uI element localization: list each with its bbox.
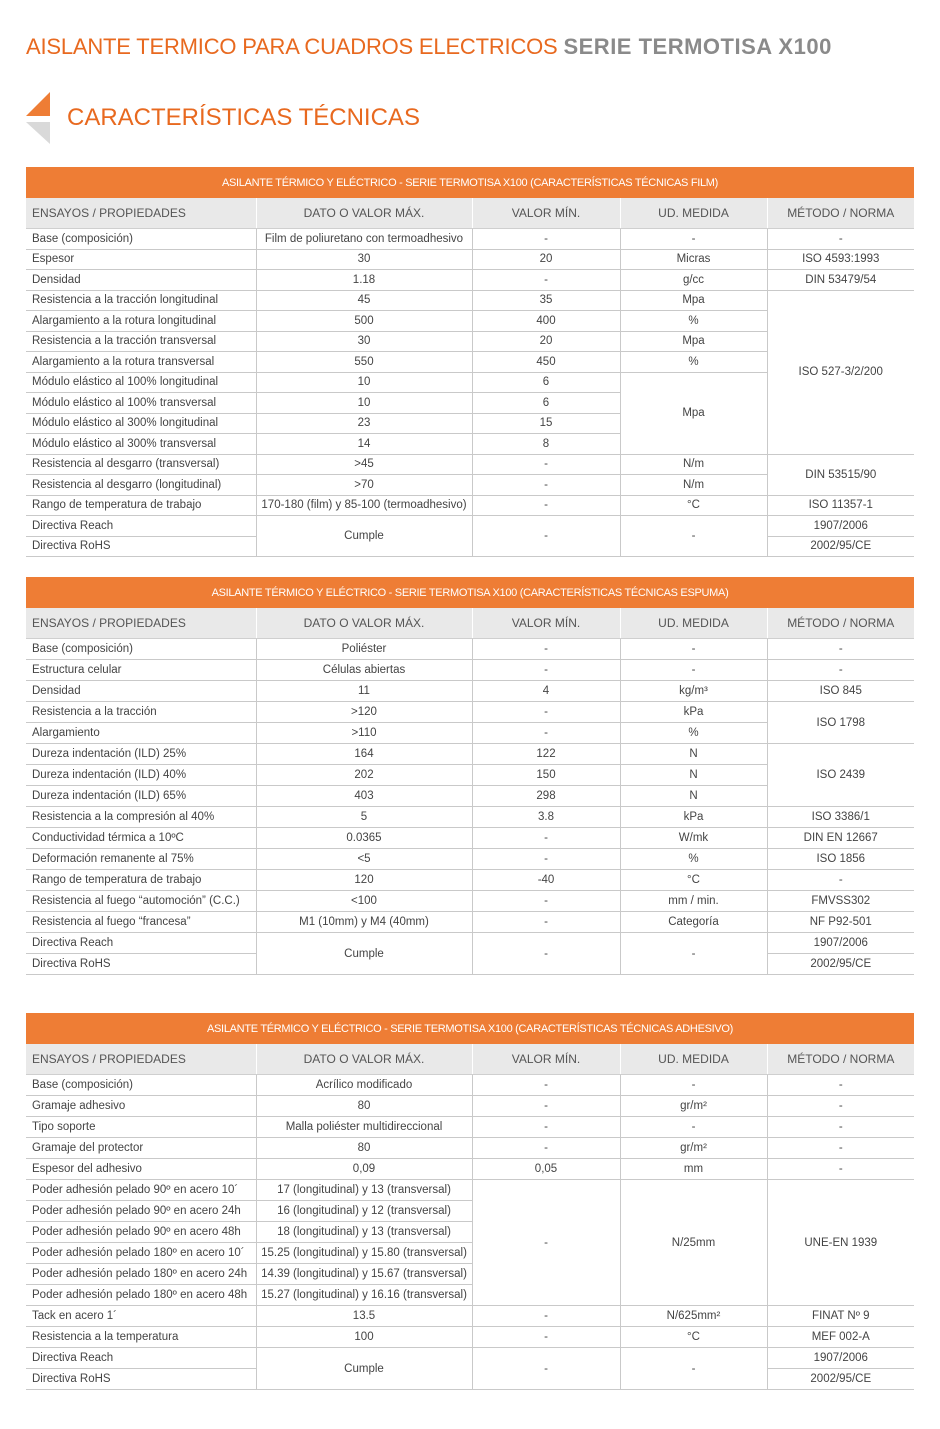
value-cell: - <box>472 723 620 744</box>
table-row <box>26 681 914 702</box>
table-row <box>26 828 914 849</box>
value-cell: Mpa <box>620 331 767 352</box>
value-cell: FINAT Nº 9 <box>767 1306 914 1327</box>
table-row <box>26 807 914 828</box>
value-cell: Mpa <box>620 290 767 311</box>
value-cell: - <box>472 828 620 849</box>
column-header: ENSAYOS / PROPIEDADES <box>26 608 256 639</box>
column-header: VALOR MÍN. <box>472 198 620 229</box>
value-cell: - <box>472 1096 620 1117</box>
property-cell: Espesor <box>26 249 256 270</box>
value-cell: kPa <box>620 807 767 828</box>
property-cell: Poder adhesión pelado 180º en acero 10´ <box>26 1243 256 1264</box>
value-cell: 20 <box>472 249 620 270</box>
value-cell: 13.5 <box>256 1306 472 1327</box>
value-cell: <100 <box>256 891 472 912</box>
value-cell: 80 <box>256 1138 472 1159</box>
value-cell: - <box>472 849 620 870</box>
property-cell: Deformación remanente al 75% <box>26 849 256 870</box>
value-cell: 202 <box>256 765 472 786</box>
value-cell: 100 <box>256 1327 472 1348</box>
table-row <box>26 516 914 537</box>
value-cell: 2002/95/CE <box>767 954 914 975</box>
value-cell: °C <box>620 495 767 516</box>
property-cell: Rango de temperatura de trabajo <box>26 495 256 516</box>
property-cell: Tack en acero 1´ <box>26 1306 256 1327</box>
property-cell: Base (composición) <box>26 1075 256 1096</box>
property-cell: Resistencia al desgarro (transversal) <box>26 454 256 475</box>
value-cell: - <box>620 1075 767 1096</box>
value-cell: - <box>472 1180 620 1306</box>
value-cell: - <box>472 229 620 250</box>
table-caption: ASILANTE TÉRMICO Y ELÉCTRICO - SERIE TERMOTISA X100 (CARACTERÍSTICAS TÉCNICAS ADHESIVO) <box>26 1013 914 1044</box>
table-row <box>26 744 914 765</box>
property-cell: Directiva RoHS <box>26 1369 256 1390</box>
value-cell: - <box>767 660 914 681</box>
table-row <box>26 1075 914 1096</box>
value-cell: 10 <box>256 372 472 393</box>
property-cell: Alargamiento <box>26 723 256 744</box>
table-row <box>26 702 914 723</box>
value-cell: - <box>472 639 620 660</box>
value-cell: 80 <box>256 1096 472 1117</box>
value-cell: Cumple <box>256 1348 472 1390</box>
value-cell: Malla poliéster multidireccional <box>256 1117 472 1138</box>
value-cell: Categoría <box>620 912 767 933</box>
value-cell: - <box>472 495 620 516</box>
column-header-row <box>26 198 914 229</box>
property-cell: Directiva RoHS <box>26 536 256 557</box>
table-row <box>26 290 914 311</box>
value-cell: Cumple <box>256 933 472 975</box>
value-cell: - <box>472 1348 620 1390</box>
value-cell: - <box>472 933 620 975</box>
value-cell: 14 <box>256 434 472 455</box>
column-header: ENSAYOS / PROPIEDADES <box>26 1044 256 1075</box>
value-cell: 500 <box>256 311 472 332</box>
value-cell: Mpa <box>620 372 767 454</box>
value-cell: ISO 3386/1 <box>767 807 914 828</box>
value-cell: mm / min. <box>620 891 767 912</box>
property-cell: Módulo elástico al 100% transversal <box>26 393 256 414</box>
value-cell: >70 <box>256 475 472 496</box>
value-cell: 0,09 <box>256 1159 472 1180</box>
property-cell: Alargamiento a la rotura longitudinal <box>26 311 256 332</box>
property-cell: Densidad <box>26 681 256 702</box>
value-cell: - <box>472 891 620 912</box>
value-cell: 6 <box>472 393 620 414</box>
value-cell: FMVSS302 <box>767 891 914 912</box>
value-cell: >45 <box>256 454 472 475</box>
page-title-main: AISLANTE TERMICO PARA CUADROS ELECTRICOS <box>26 34 558 59</box>
property-cell: Rango de temperatura de trabajo <box>26 870 256 891</box>
value-cell: 0.0365 <box>256 828 472 849</box>
property-cell: Directiva Reach <box>26 516 256 537</box>
column-header-row <box>26 608 914 639</box>
column-header: DATO O VALOR MÁX. <box>256 198 472 229</box>
value-cell: 30 <box>256 331 472 352</box>
value-cell: UNE-EN 1939 <box>767 1180 914 1306</box>
column-header-row <box>26 1044 914 1075</box>
value-cell: 403 <box>256 786 472 807</box>
property-cell: Base (composición) <box>26 229 256 250</box>
value-cell: - <box>472 1327 620 1348</box>
property-cell: Gramaje adhesivo <box>26 1096 256 1117</box>
value-cell: Acrílico modificado <box>256 1075 472 1096</box>
value-cell: 170-180 (film) y 85-100 (termoadhesivo) <box>256 495 472 516</box>
value-cell: 8 <box>472 434 620 455</box>
value-cell: 15.25 (longitudinal) y 15.80 (transversal) <box>256 1243 472 1264</box>
table-row <box>26 270 914 291</box>
property-cell: Densidad <box>26 270 256 291</box>
value-cell: 120 <box>256 870 472 891</box>
table-row <box>26 1180 914 1201</box>
value-cell: 30 <box>256 249 472 270</box>
value-cell: - <box>472 1075 620 1096</box>
value-cell: ISO 1856 <box>767 849 914 870</box>
value-cell: 17 (longitudinal) y 13 (transversal) <box>256 1180 472 1201</box>
value-cell: g/cc <box>620 270 767 291</box>
page-title <box>26 34 832 60</box>
value-cell: Cumple <box>256 516 472 557</box>
value-cell: NF P92-501 <box>767 912 914 933</box>
property-cell: Directiva Reach <box>26 1348 256 1369</box>
value-cell: N <box>620 744 767 765</box>
value-cell: 2002/95/CE <box>767 1369 914 1390</box>
property-cell: Resistencia a la temperatura <box>26 1327 256 1348</box>
column-header: VALOR MÍN. <box>472 608 620 639</box>
value-cell: °C <box>620 870 767 891</box>
value-cell: - <box>767 639 914 660</box>
value-cell: kPa <box>620 702 767 723</box>
column-header: UD. MEDIDA <box>620 1044 767 1075</box>
table-row <box>26 1096 914 1117</box>
column-header: VALOR MÍN. <box>472 1044 620 1075</box>
column-header: DATO O VALOR MÁX. <box>256 608 472 639</box>
value-cell: 11 <box>256 681 472 702</box>
value-cell: 5 <box>256 807 472 828</box>
table-row <box>26 933 914 954</box>
property-cell: Resistencia al fuego “francesa” <box>26 912 256 933</box>
value-cell: ISO 845 <box>767 681 914 702</box>
value-cell: - <box>472 912 620 933</box>
property-cell: Directiva Reach <box>26 933 256 954</box>
value-cell: 298 <box>472 786 620 807</box>
value-cell: DIN EN 12667 <box>767 828 914 849</box>
value-cell: - <box>767 1096 914 1117</box>
value-cell: - <box>767 1159 914 1180</box>
property-cell: Resistencia a la tracción longitudinal <box>26 290 256 311</box>
property-cell: Resistencia al fuego “automoción” (C.C.) <box>26 891 256 912</box>
property-cell: Gramaje del protector <box>26 1138 256 1159</box>
value-cell: 35 <box>472 290 620 311</box>
column-header: MÉTODO / NORMA <box>767 1044 914 1075</box>
film-spec-table <box>26 167 914 557</box>
value-cell: 20 <box>472 331 620 352</box>
value-cell: N <box>620 765 767 786</box>
value-cell: - <box>767 1138 914 1159</box>
property-cell: Tipo soporte <box>26 1117 256 1138</box>
value-cell: - <box>472 660 620 681</box>
value-cell: 16 (longitudinal) y 12 (transversal) <box>256 1201 472 1222</box>
table-caption: ASILANTE TÉRMICO Y ELÉCTRICO - SERIE TERMOTISA X100 (CARACTERÍSTICAS TÉCNICAS FILM) <box>26 167 914 198</box>
property-cell: Módulo elástico al 300% longitudinal <box>26 413 256 434</box>
value-cell: - <box>767 229 914 250</box>
table-row <box>26 891 914 912</box>
value-cell: ISO 11357-1 <box>767 495 914 516</box>
property-cell: Base (composición) <box>26 639 256 660</box>
table-row <box>26 1327 914 1348</box>
column-header: ENSAYOS / PROPIEDADES <box>26 198 256 229</box>
value-cell: MEF 002-A <box>767 1327 914 1348</box>
table-row <box>26 495 914 516</box>
value-cell: 6 <box>472 372 620 393</box>
value-cell: N <box>620 786 767 807</box>
value-cell: ISO 1798 <box>767 702 914 744</box>
property-cell: Resistencia a la compresión al 40% <box>26 807 256 828</box>
property-cell: Resistencia a la tracción <box>26 702 256 723</box>
property-cell: Resistencia al desgarro (longitudinal) <box>26 475 256 496</box>
value-cell: >120 <box>256 702 472 723</box>
value-cell: mm <box>620 1159 767 1180</box>
value-cell: - <box>620 1348 767 1390</box>
value-cell: N/25mm <box>620 1180 767 1306</box>
value-cell: 550 <box>256 352 472 373</box>
value-cell: 1.18 <box>256 270 472 291</box>
value-cell: 2002/95/CE <box>767 536 914 557</box>
value-cell: - <box>472 1117 620 1138</box>
table-row <box>26 229 914 250</box>
value-cell: ISO 4593:1993 <box>767 249 914 270</box>
table-row <box>26 1306 914 1327</box>
table-row <box>26 870 914 891</box>
value-cell: 1907/2006 <box>767 516 914 537</box>
value-cell: 15.27 (longitudinal) y 16.16 (transversal) <box>256 1285 472 1306</box>
property-cell: Alargamiento a la rotura transversal <box>26 352 256 373</box>
value-cell: ISO 527-3/2/200 <box>767 290 914 454</box>
property-cell: Poder adhesión pelado 90º en acero 24h <box>26 1201 256 1222</box>
table-row <box>26 454 914 475</box>
foam-spec-table <box>26 577 914 975</box>
column-header: MÉTODO / NORMA <box>767 608 914 639</box>
value-cell: 10 <box>256 393 472 414</box>
adhesive-spec-table <box>26 1013 914 1390</box>
value-cell: 4 <box>472 681 620 702</box>
value-cell: -40 <box>472 870 620 891</box>
value-cell: - <box>767 870 914 891</box>
value-cell: N/m <box>620 475 767 496</box>
value-cell: N/625mm² <box>620 1306 767 1327</box>
value-cell: Film de poliuretano con termoadhesivo <box>256 229 472 250</box>
column-header: DATO O VALOR MÁX. <box>256 1044 472 1075</box>
value-cell: - <box>472 1138 620 1159</box>
value-cell: - <box>620 516 767 557</box>
value-cell: N/m <box>620 454 767 475</box>
property-cell: Poder adhesión pelado 180º en acero 48h <box>26 1285 256 1306</box>
table-row <box>26 1117 914 1138</box>
value-cell: 150 <box>472 765 620 786</box>
value-cell: 23 <box>256 413 472 434</box>
value-cell: DIN 53479/54 <box>767 270 914 291</box>
value-cell: 122 <box>472 744 620 765</box>
value-cell: 1907/2006 <box>767 1348 914 1369</box>
value-cell: - <box>620 933 767 975</box>
table-caption: ASILANTE TÉRMICO Y ELÉCTRICO - SERIE TERMOTISA X100 (CARACTERÍSTICAS TÉCNICAS ESPUMA) <box>26 577 914 608</box>
value-cell: 3.8 <box>472 807 620 828</box>
property-cell: Poder adhesión pelado 180º en acero 24h <box>26 1264 256 1285</box>
section-title: CARACTERÍSTICAS TÉCNICAS <box>67 104 420 131</box>
value-cell: Células abiertas <box>256 660 472 681</box>
value-cell: DIN 53515/90 <box>767 454 914 495</box>
value-cell: - <box>472 475 620 496</box>
value-cell: M1 (10mm) y M4 (40mm) <box>256 912 472 933</box>
value-cell: 18 (longitudinal) y 13 (transversal) <box>256 1222 472 1243</box>
value-cell: >110 <box>256 723 472 744</box>
table-row <box>26 1348 914 1369</box>
property-cell: Estructura celular <box>26 660 256 681</box>
property-cell: Dureza indentación (ILD) 25% <box>26 744 256 765</box>
property-cell: Espesor del adhesivo <box>26 1159 256 1180</box>
value-cell: - <box>620 639 767 660</box>
value-cell: 1907/2006 <box>767 933 914 954</box>
property-cell: Conductividad térmica a 10ºC <box>26 828 256 849</box>
value-cell: - <box>767 1117 914 1138</box>
table-row <box>26 639 914 660</box>
value-cell: ISO 2439 <box>767 744 914 807</box>
property-cell: Dureza indentación (ILD) 65% <box>26 786 256 807</box>
value-cell: - <box>620 660 767 681</box>
value-cell: - <box>620 1117 767 1138</box>
value-cell: % <box>620 723 767 744</box>
table-row <box>26 849 914 870</box>
property-cell: Directiva RoHS <box>26 954 256 975</box>
table-row <box>26 660 914 681</box>
value-cell: <5 <box>256 849 472 870</box>
property-cell: Módulo elástico al 300% transversal <box>26 434 256 455</box>
table-row <box>26 1138 914 1159</box>
value-cell: - <box>472 1306 620 1327</box>
value-cell: W/mk <box>620 828 767 849</box>
value-cell: % <box>620 849 767 870</box>
property-cell: Poder adhesión pelado 90º en acero 10´ <box>26 1180 256 1201</box>
value-cell: % <box>620 352 767 373</box>
value-cell: gr/m² <box>620 1096 767 1117</box>
column-header: UD. MEDIDA <box>620 608 767 639</box>
value-cell: gr/m² <box>620 1138 767 1159</box>
property-cell: Resistencia a la tracción transversal <box>26 331 256 352</box>
value-cell: Micras <box>620 249 767 270</box>
value-cell: °C <box>620 1327 767 1348</box>
value-cell: kg/m³ <box>620 681 767 702</box>
value-cell: - <box>472 454 620 475</box>
value-cell: 14.39 (longitudinal) y 15.67 (transversal) <box>256 1264 472 1285</box>
value-cell: 164 <box>256 744 472 765</box>
orange-grey-triangle-icon <box>26 92 50 144</box>
value-cell: - <box>620 229 767 250</box>
property-cell: Poder adhesión pelado 90º en acero 48h <box>26 1222 256 1243</box>
page-title-series: SERIE TERMOTISA X100 <box>563 34 832 59</box>
property-cell: Módulo elástico al 100% longitudinal <box>26 372 256 393</box>
value-cell: Poliéster <box>256 639 472 660</box>
value-cell: 450 <box>472 352 620 373</box>
column-header: MÉTODO / NORMA <box>767 198 914 229</box>
value-cell: 0,05 <box>472 1159 620 1180</box>
property-cell: Dureza indentación (ILD) 40% <box>26 765 256 786</box>
value-cell: - <box>767 1075 914 1096</box>
value-cell: 45 <box>256 290 472 311</box>
column-header: UD. MEDIDA <box>620 198 767 229</box>
value-cell: - <box>472 516 620 557</box>
value-cell: % <box>620 311 767 332</box>
value-cell: 400 <box>472 311 620 332</box>
value-cell: 15 <box>472 413 620 434</box>
value-cell: - <box>472 702 620 723</box>
value-cell: - <box>472 270 620 291</box>
table-row <box>26 249 914 270</box>
table-row <box>26 1159 914 1180</box>
table-row <box>26 912 914 933</box>
